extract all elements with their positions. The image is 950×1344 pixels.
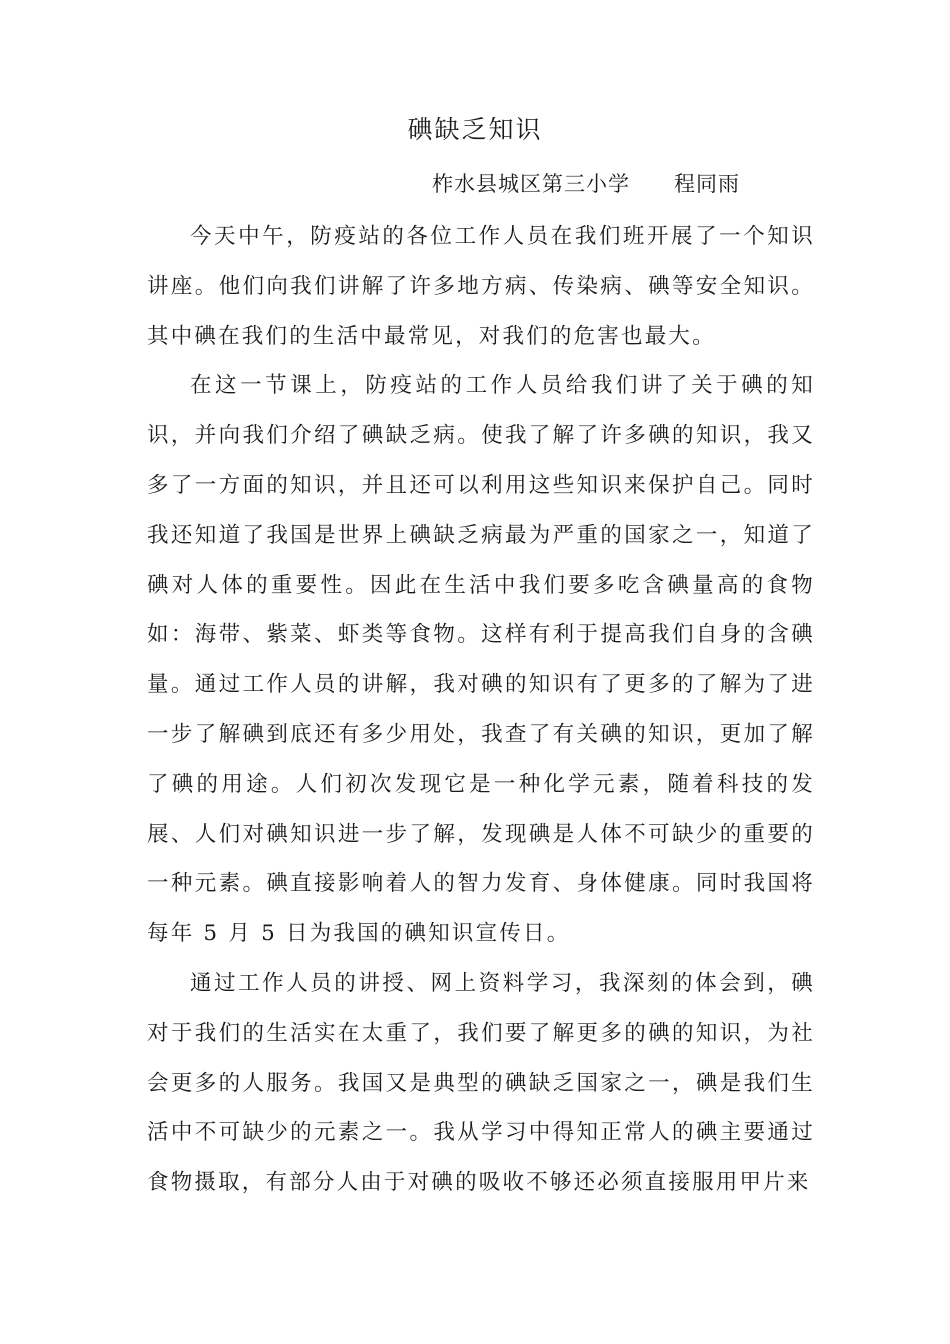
paragraph-2: 在这一节课上，防疫站的工作人员给我们讲了关于碘的知识，并向我们介绍了碘缺乏病。使我了解了许多碘的知识，我又多了一方面的知识，并且还可以利用这些知识来保护自己。同时我还知道了我国是世界上碘缺乏病最为严重的国家之一，知道了碘对人体的重要性。因此在生活中我们要多吃含碘量高的食物如：海带、紫菜、虾类等食物。这样有利于提高我们自身的含碘量。通过工作人员的讲解，我对碘的知识有了更多的了解为了进一步了解碘到底还有多少用处，我查了有关碘的知识，更加了解了碘的用途。人们初次发现它是一种化学元素，随着科技的发展、人们对碘知识进一步了解，发现碘是人体不可缺少的重要的一种元素。碘直接影响着人的智力发育、身体健康。同时我国将每年 5 月 5 日为我国的碘知识宣传日。 (147, 373, 815, 947)
document-body (147, 212, 815, 1208)
paragraph-1: 今天中午，防疫站的各位工作人员在我们班开展了一个知识讲座。他们向我们讲解了许多地方病、传染病、碘等安全知识。其中碘在我们的生活中最常见，对我们的危害也最大。 (147, 224, 815, 349)
document-title: 碘缺乏知识 (407, 115, 543, 144)
school-name: 柞水县城区第三小学 (432, 172, 630, 196)
paragraph-3: 通过工作人员的讲授、网上资料学习，我深刻的体会到，碘对于我们的生活实在太重了，我们要了解更多的碘的知识，为社会更多的人服务。我国又是典型的碘缺乏国家之一，碘是我们生活中不可缺少的元素之一。我从学习中得知正常人的碘主要通过食物摄取，有部分人由于对碘的吸收不够还必须直接服用甲片来 (147, 970, 815, 1196)
byline (432, 168, 740, 200)
author-name: 程同雨 (674, 172, 740, 196)
